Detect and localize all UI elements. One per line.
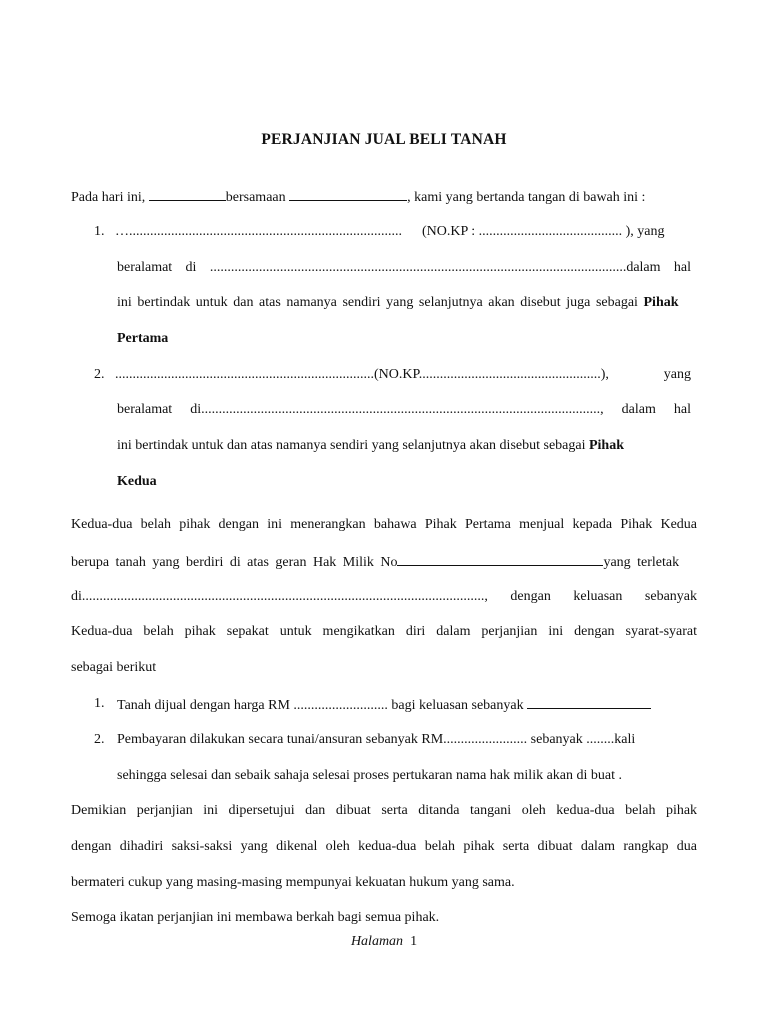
party1-capacity-text: ini bertindak untuk dan atas namanya sendiri yang selanjutnya akan disebut juga sebagai <box>117 295 644 310</box>
para2-line4: Semoga ikatan perjanjian ini membawa berkah bagi semua pihak. <box>71 910 440 925</box>
party1-number: 1. <box>94 224 105 239</box>
intro-text-a: Pada hari ini, <box>71 190 149 205</box>
para1-line2-end: yang terletak <box>603 555 680 570</box>
term2-number: 2. <box>94 732 105 747</box>
para1-line3: di..................................................................................................................., dengan keluasan sebanyak <box>71 589 698 604</box>
party1-role-b <box>117 330 168 348</box>
party1-role-text: Pertama <box>117 331 169 346</box>
party2-number: 2. <box>94 367 105 382</box>
document-title: PERJANJIAN JUAL BELI TANAH <box>261 131 507 148</box>
party1-name-dots: ….............................................................................. <box>115 224 402 239</box>
intro-text-b: bersamaan <box>225 190 290 205</box>
page-footer <box>0 934 768 950</box>
party1-capacity-line <box>117 294 679 312</box>
area-blank <box>527 695 651 709</box>
party2-capacity-line <box>117 437 624 455</box>
term1-text: Tanah dijual dengan harga RM ........................... bagi keluasan sebanyak <box>117 698 528 713</box>
intro-text-c: , kami yang bertanda tangan di bawah ini : <box>407 190 646 205</box>
para2-line2: dengan dihadiri saksi-saksi yang dikenal oleh kedua-dua belah pihak serta dibuat dalam rangkap dua <box>71 839 697 854</box>
term2-line: Pembayaran dilakukan secara tunai/ansuran sebanyak RM........................ sebanyak ........kali <box>117 732 636 747</box>
intro-line <box>71 187 645 207</box>
party1-address-line: beralamat di .......................................................................................................................dalam hal <box>117 260 691 275</box>
para2-line1: Demikian perjanjian ini dipersetujui dan dibuat serta ditanda tangani oleh kedua-dua belah pihak <box>71 803 698 818</box>
footer-page-number: 1 <box>410 934 418 949</box>
equivalent-date-blank <box>289 187 407 201</box>
title-number-blank <box>397 552 603 566</box>
date-blank <box>149 187 226 201</box>
term1-line <box>117 695 651 715</box>
party2-name-line: ..........................................................................(NO.KP....................................................), yang <box>115 367 691 382</box>
party2-capacity-text: ini bertindak untuk dan atas namanya sendiri yang selanjutnya akan disebut sebagai <box>117 438 589 453</box>
party2-address-line: beralamat di.................................................................................................................., dalam hal <box>117 402 692 417</box>
term1-number: 1. <box>94 696 105 711</box>
party1-nokp: (NO.KP : ......................................... ), yang <box>422 224 665 239</box>
party2-role-a: Pihak <box>588 438 624 453</box>
para1-line2-text: berupa tanah yang berdiri di atas geran Hak Milik No <box>71 555 398 570</box>
party2-role-b <box>117 473 157 491</box>
term2-continuation: sehingga selesai dan sebaik sahaja selesai proses pertukaran nama hak milik akan di buat . <box>117 768 622 783</box>
para1-line1: Kedua-dua belah pihak dengan ini menerangkan bahawa Pihak Pertama menjual kepada Pihak Kedua <box>71 517 698 532</box>
para1-line5: sebagai berikut <box>71 660 157 675</box>
footer-label: Halaman <box>350 934 404 949</box>
para1-line4: Kedua-dua belah pihak sepakat untuk mengikatkan diri dalam perjanjian ini dengan syarat-syarat <box>71 624 698 639</box>
para1-line2 <box>71 552 679 572</box>
party2-role-text: Kedua <box>117 474 157 489</box>
para2-line3: bermateri cukup yang masing-masing mempunyai kekuatan hukum yang sama. <box>71 875 515 890</box>
party1-role-a: Pihak <box>643 295 679 310</box>
